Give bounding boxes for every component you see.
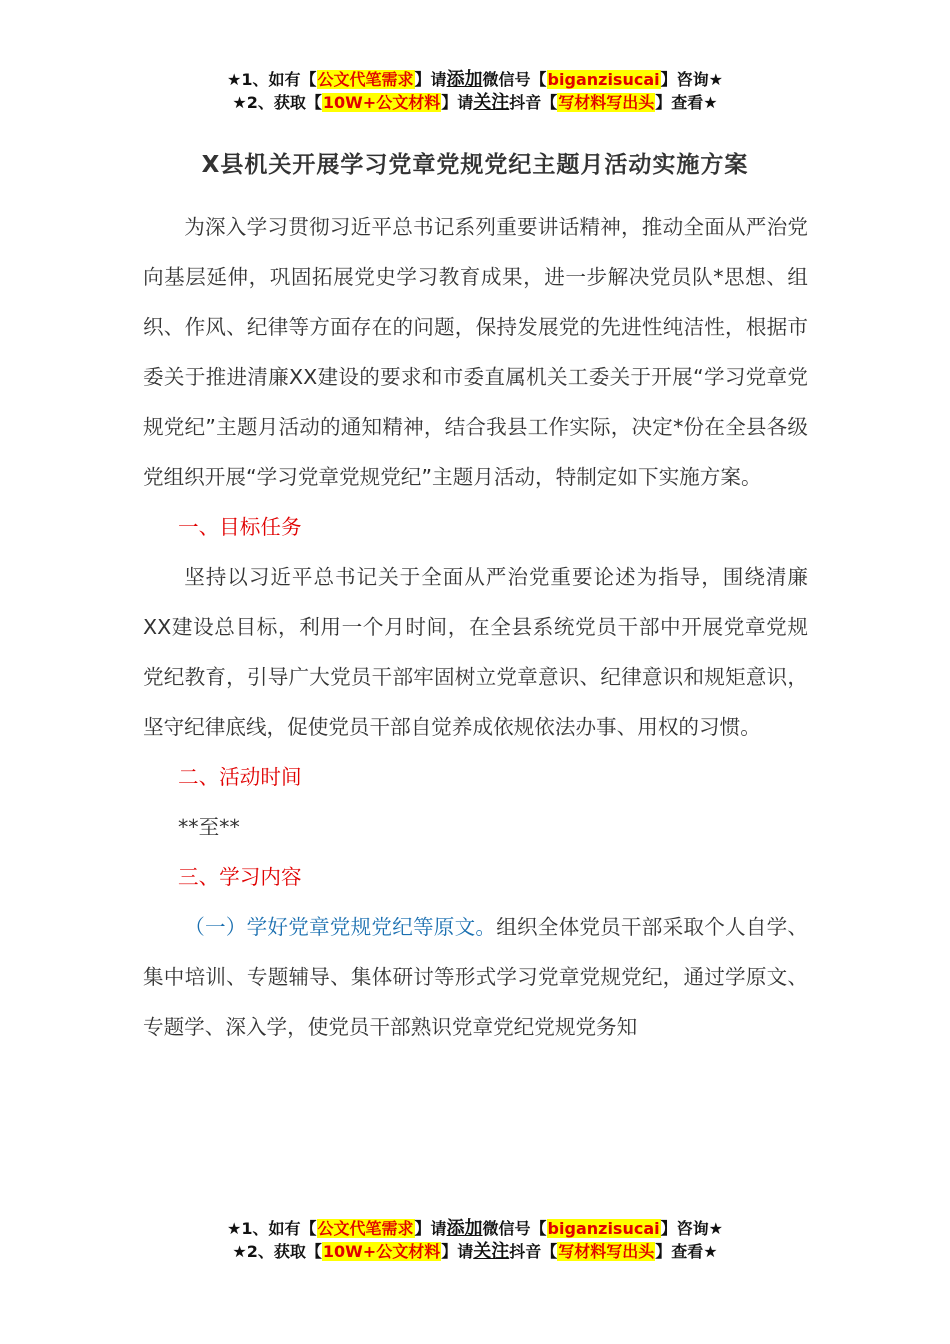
section-paragraph: 坚持以习近平总书记关于全面从严治党重要论述为指导，围绕清廉XX建设总目标，利用一个月时间，在全县系统党员干部中开展党章党规党纪教育，引导广大党员干部牢固树立党章意识、纪律意识和规矩意识，坚守纪律底线，促使党员干部自觉养成依规依法办事、用权的习惯。 [143, 565, 808, 739]
banner-text: 抖音【 [509, 1242, 558, 1261]
section-heading: 一、目标任务 [178, 515, 302, 539]
banner-highlight: biganzisucai [547, 1219, 660, 1238]
footer-banner [0, 1217, 950, 1263]
banner-text: 】咨询★ [660, 70, 723, 89]
banner-line-2 [0, 1240, 950, 1263]
section-paragraph: **至** [178, 815, 240, 839]
intro-paragraph: 为深入学习贯彻习近平总书记系列重要讲话精神，推动全面从严治党向基层延伸，巩固拓展党史学习教育成果，进一步解决党员队*思想、组织、作风、纪律等方面存在的问题，保持发展党的先进性纯洁性，根据市委关于推进清廉XX建设的要求和市委直属机关工委关于开展“学习党章党规党纪”主题月活动的通知精神，结合我县工作实际，决定*份在全县各级党组织开展“学习党章党规党纪”主题月活动，特制定如下实施方案。 [143, 215, 808, 489]
banner-text: 】咨询★ [660, 1219, 723, 1238]
banner-text: 抖音【 [509, 93, 558, 112]
subsection-paragraph [143, 902, 808, 1052]
document-title: X县机关开展学习党章党规党纪主题月活动实施方案 [201, 152, 749, 178]
banner-text: ★2、获取【 [232, 1242, 322, 1261]
banner-line-1 [0, 68, 950, 91]
banner-text: 】请 [414, 1219, 447, 1238]
banner-text: ★2、获取【 [232, 93, 322, 112]
banner-highlight: 10W+公文材料 [322, 1242, 441, 1261]
section-heading: 二、活动时间 [178, 765, 302, 789]
banner-highlight: 写材料写出头 [558, 1242, 655, 1261]
banner-text: 】请 [414, 70, 447, 89]
banner-text: ★1、如有【 [227, 1219, 317, 1238]
banner-emphasis: 添加 [446, 69, 483, 90]
banner-emphasis: 添加 [446, 1218, 483, 1239]
banner-emphasis: 关注 [473, 1241, 510, 1262]
banner-highlight: 公文代笔需求 [317, 70, 414, 89]
banner-highlight: 10W+公文材料 [322, 93, 441, 112]
subsection-text: 组织全体党员干部采取个人自学、集中培训、专题辅导、集体研讨等形式学习党章党规党纪，通过学原文、专题学、深入学，使党员干部熟识党章党纪党规党务知 [143, 915, 809, 1039]
banner-text: 】查看★ [655, 1242, 718, 1261]
banner-text: 微信号【 [482, 70, 547, 89]
banner-highlight: biganzisucai [547, 70, 660, 89]
document-body [143, 202, 808, 1052]
banner-highlight: 公文代笔需求 [317, 1219, 414, 1238]
subsection-title: （一）学好党章党规党纪等原文。 [184, 915, 497, 939]
banner-text: 】请 [441, 93, 474, 112]
banner-emphasis: 关注 [473, 92, 510, 113]
banner-text: 微信号【 [482, 1219, 547, 1238]
section-heading: 三、学习内容 [178, 865, 302, 889]
header-banner [0, 68, 950, 114]
banner-text: ★1、如有【 [227, 70, 317, 89]
banner-text: 】查看★ [655, 93, 718, 112]
banner-highlight: 写材料写出头 [558, 93, 655, 112]
banner-line-1 [0, 1217, 950, 1240]
banner-text: 】请 [441, 1242, 474, 1261]
banner-line-2 [0, 91, 950, 114]
